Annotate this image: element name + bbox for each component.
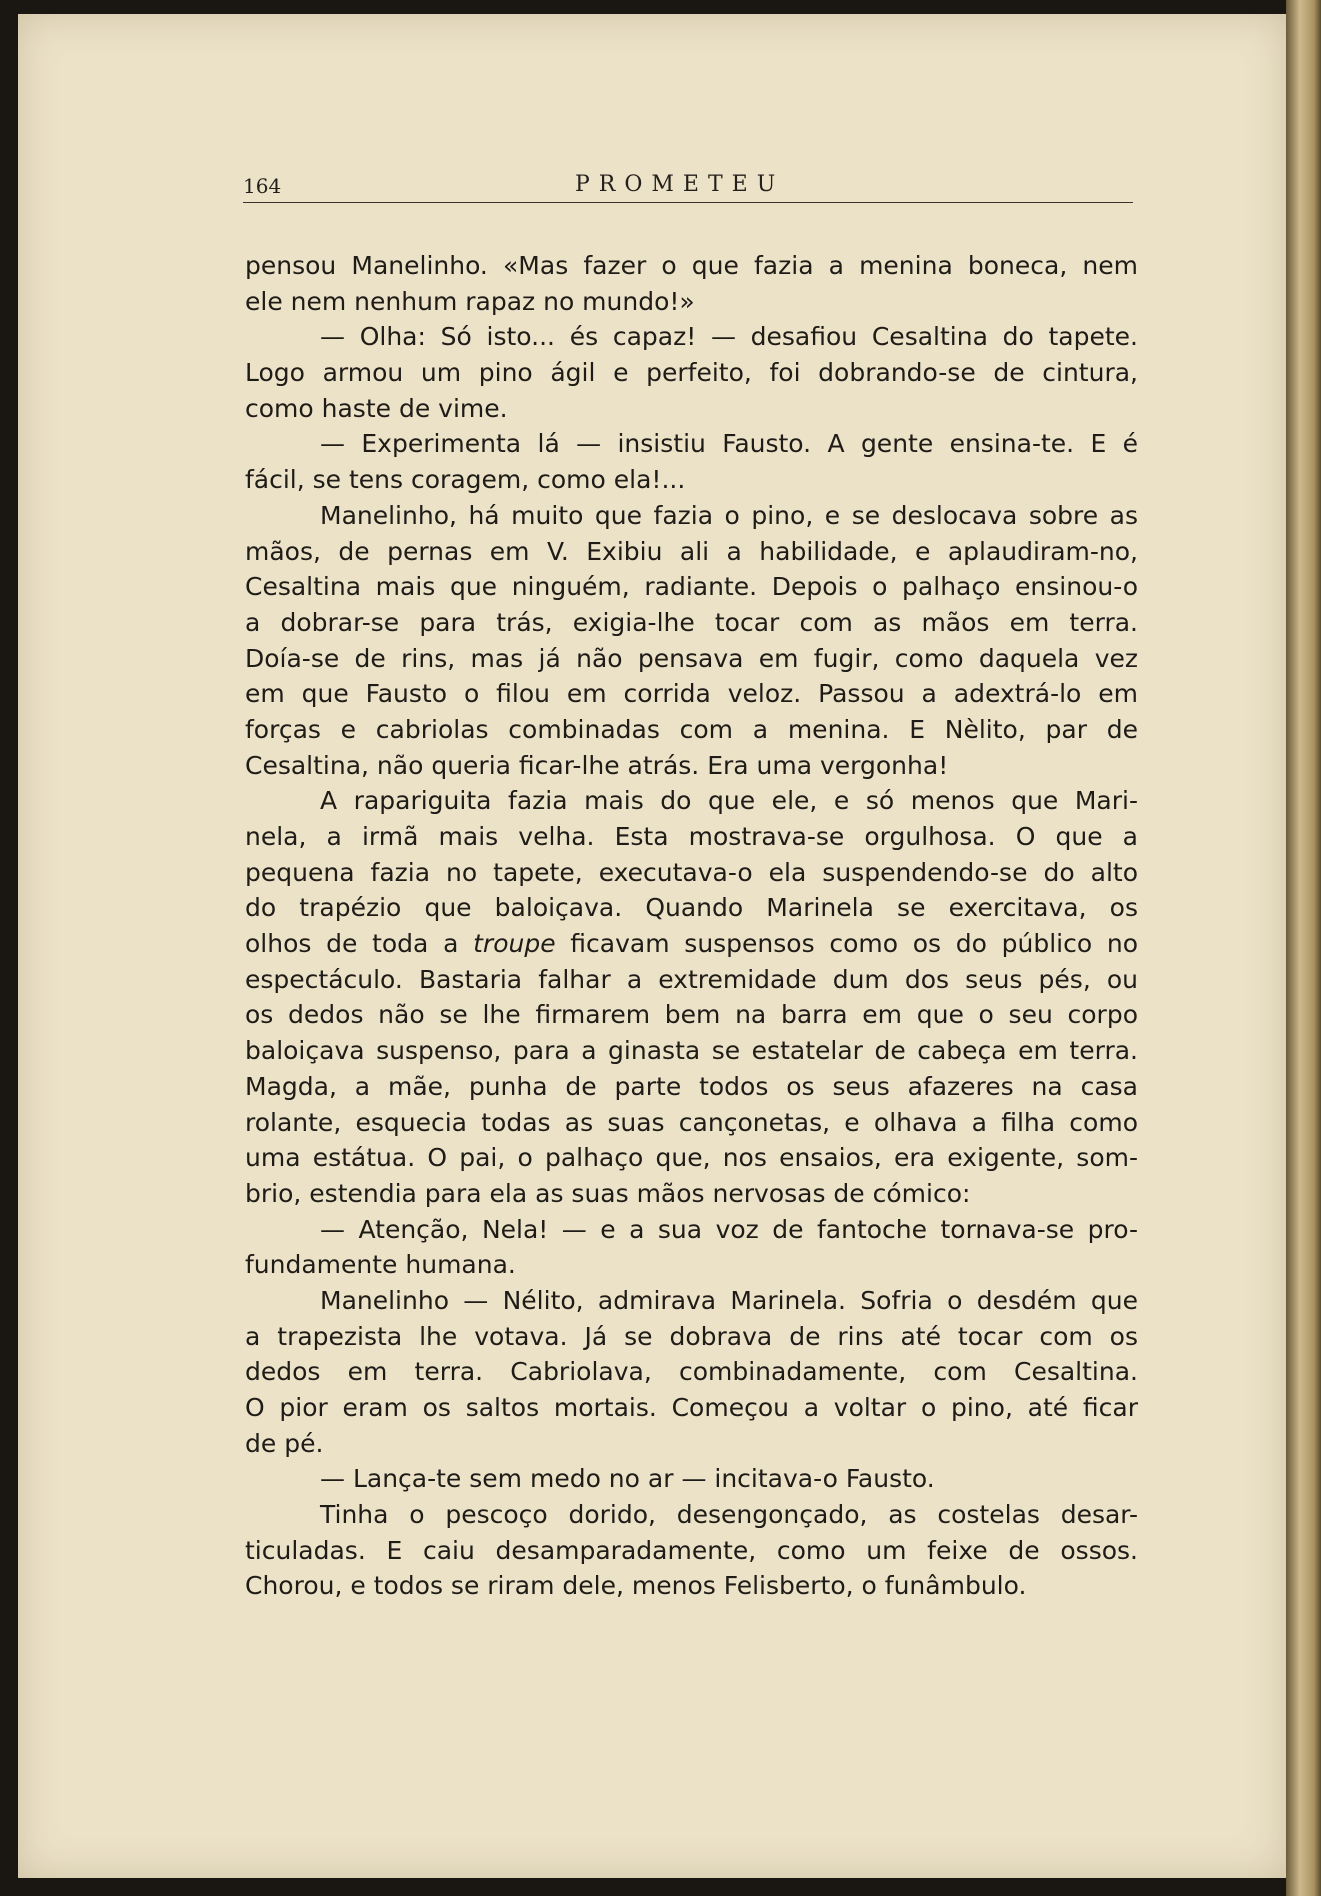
text-line: ele nem nenhum rapaz no mundo!» xyxy=(245,286,695,316)
text-line: forças e cabriolas combinadas com a menina. E Nèlito, par de xyxy=(245,714,1138,744)
text-line: Tinha o pescoço dorido, desengonçado, as costelas desar- xyxy=(320,1500,1138,1530)
text-line: olhos de toda a troupe ficavam suspensos como os do público no xyxy=(245,929,1138,959)
text-line: — Olha: Só isto... és capaz! — desafiou Cesaltina do tapete. xyxy=(320,322,1138,352)
text-line: de pé. xyxy=(245,1428,324,1458)
text-line: ticuladas. E caiu desamparadamente, como um feixe de ossos. xyxy=(245,1535,1138,1565)
text-line: A rapariguita fazia mais do que ele, e só menos que Mari- xyxy=(320,786,1138,816)
text-line: os dedos não se lhe firmarem bem na barra em que o seu corpo xyxy=(245,1000,1138,1030)
text-line: Manelinho, há muito que fazia o pino, e se deslocava sobre as xyxy=(320,500,1138,530)
text-line: brio, estendia para ela as suas mãos nervosas de cómico: xyxy=(245,1178,971,1208)
text-line: Doía-se de rins, mas já não pensava em fugir, como daquela vez xyxy=(245,643,1138,673)
text-line: uma estátua. O pai, o palhaço que, nos ensaios, era exigente, som- xyxy=(245,1143,1138,1173)
text-line: Cesaltina mais que ninguém, radiante. Depois o palhaço ensinou-o xyxy=(245,572,1138,602)
text-line: mãos, de pernas em V. Exibiu ali a habilidade, e aplaudiram-no, xyxy=(245,536,1138,566)
page-edge xyxy=(1286,0,1321,1896)
text-line: fácil, se tens coragem, como ela!... xyxy=(245,465,686,495)
text-line: pequena fazia no tapete, executava-o ela suspendendo-se do alto xyxy=(245,857,1138,887)
text-line: fundamente humana. xyxy=(245,1250,516,1280)
running-title: PROMETEU xyxy=(575,172,785,197)
body-text xyxy=(245,248,1138,1604)
text-line: O pior eram os saltos mortais. Começou a voltar o pino, até ficar xyxy=(245,1393,1138,1422)
text-line: espectáculo. Bastaria falhar a extremidade dum dos seus pés, ou xyxy=(245,964,1138,994)
text-line: Cesaltina, não queria ficar-lhe atrás. Era uma vergonha! xyxy=(245,750,949,780)
text-line: — Experimenta lá — insistiu Fausto. A gente ensina-te. E é xyxy=(320,429,1138,459)
text-line: como haste de vime. xyxy=(245,393,508,423)
text-line: em que Fausto o filou em corrida veloz. Passou a adextrá-lo em xyxy=(245,679,1138,709)
text-line: a trapezista lhe votava. Já se dobrava de rins até tocar com os xyxy=(245,1321,1138,1351)
text-line: baloiçava suspenso, para a ginasta se estatelar de cabeça em terra. xyxy=(245,1036,1138,1066)
text-line: Logo armou um pino ágil e perfeito, foi dobrando-se de cintura, xyxy=(245,358,1138,388)
text-line: — Atenção, Nela! — e a sua voz de fantoche tornava-se pro- xyxy=(320,1214,1138,1244)
text-line: dedos em terra. Cabriolava, combinadamente, com Cesaltina. xyxy=(245,1357,1138,1387)
text-line: do trapézio que baloiçava. Quando Marinela se exercitava, os xyxy=(245,893,1138,923)
text-line: Magda, a mãe, punha de parte todos os seus afazeres na casa xyxy=(245,1071,1138,1101)
text-line: rolante, esquecia todas as suas cançonetas, e olhava a filha como xyxy=(245,1107,1138,1137)
text-line: Chorou, e todos se riram dele, menos Felisberto, o funâmbulo. xyxy=(245,1571,1027,1601)
text-line: — Lança-te sem medo no ar — incitava-o Fausto. xyxy=(320,1464,935,1494)
text-line: Manelinho — Nélito, admirava Marinela. Sofria o desdém que xyxy=(320,1285,1138,1315)
text-line: a dobrar-se para trás, exigia-lhe tocar com as mãos em terra. xyxy=(245,607,1138,637)
page-number: 164 xyxy=(243,174,282,198)
running-header xyxy=(243,172,1133,203)
text-line: nela, a irmã mais velha. Esta mostrava-se orgulhosa. O que a xyxy=(245,822,1138,851)
text-line: pensou Manelinho. «Mas fazer o que fazia a menina boneca, nem xyxy=(245,251,1138,280)
